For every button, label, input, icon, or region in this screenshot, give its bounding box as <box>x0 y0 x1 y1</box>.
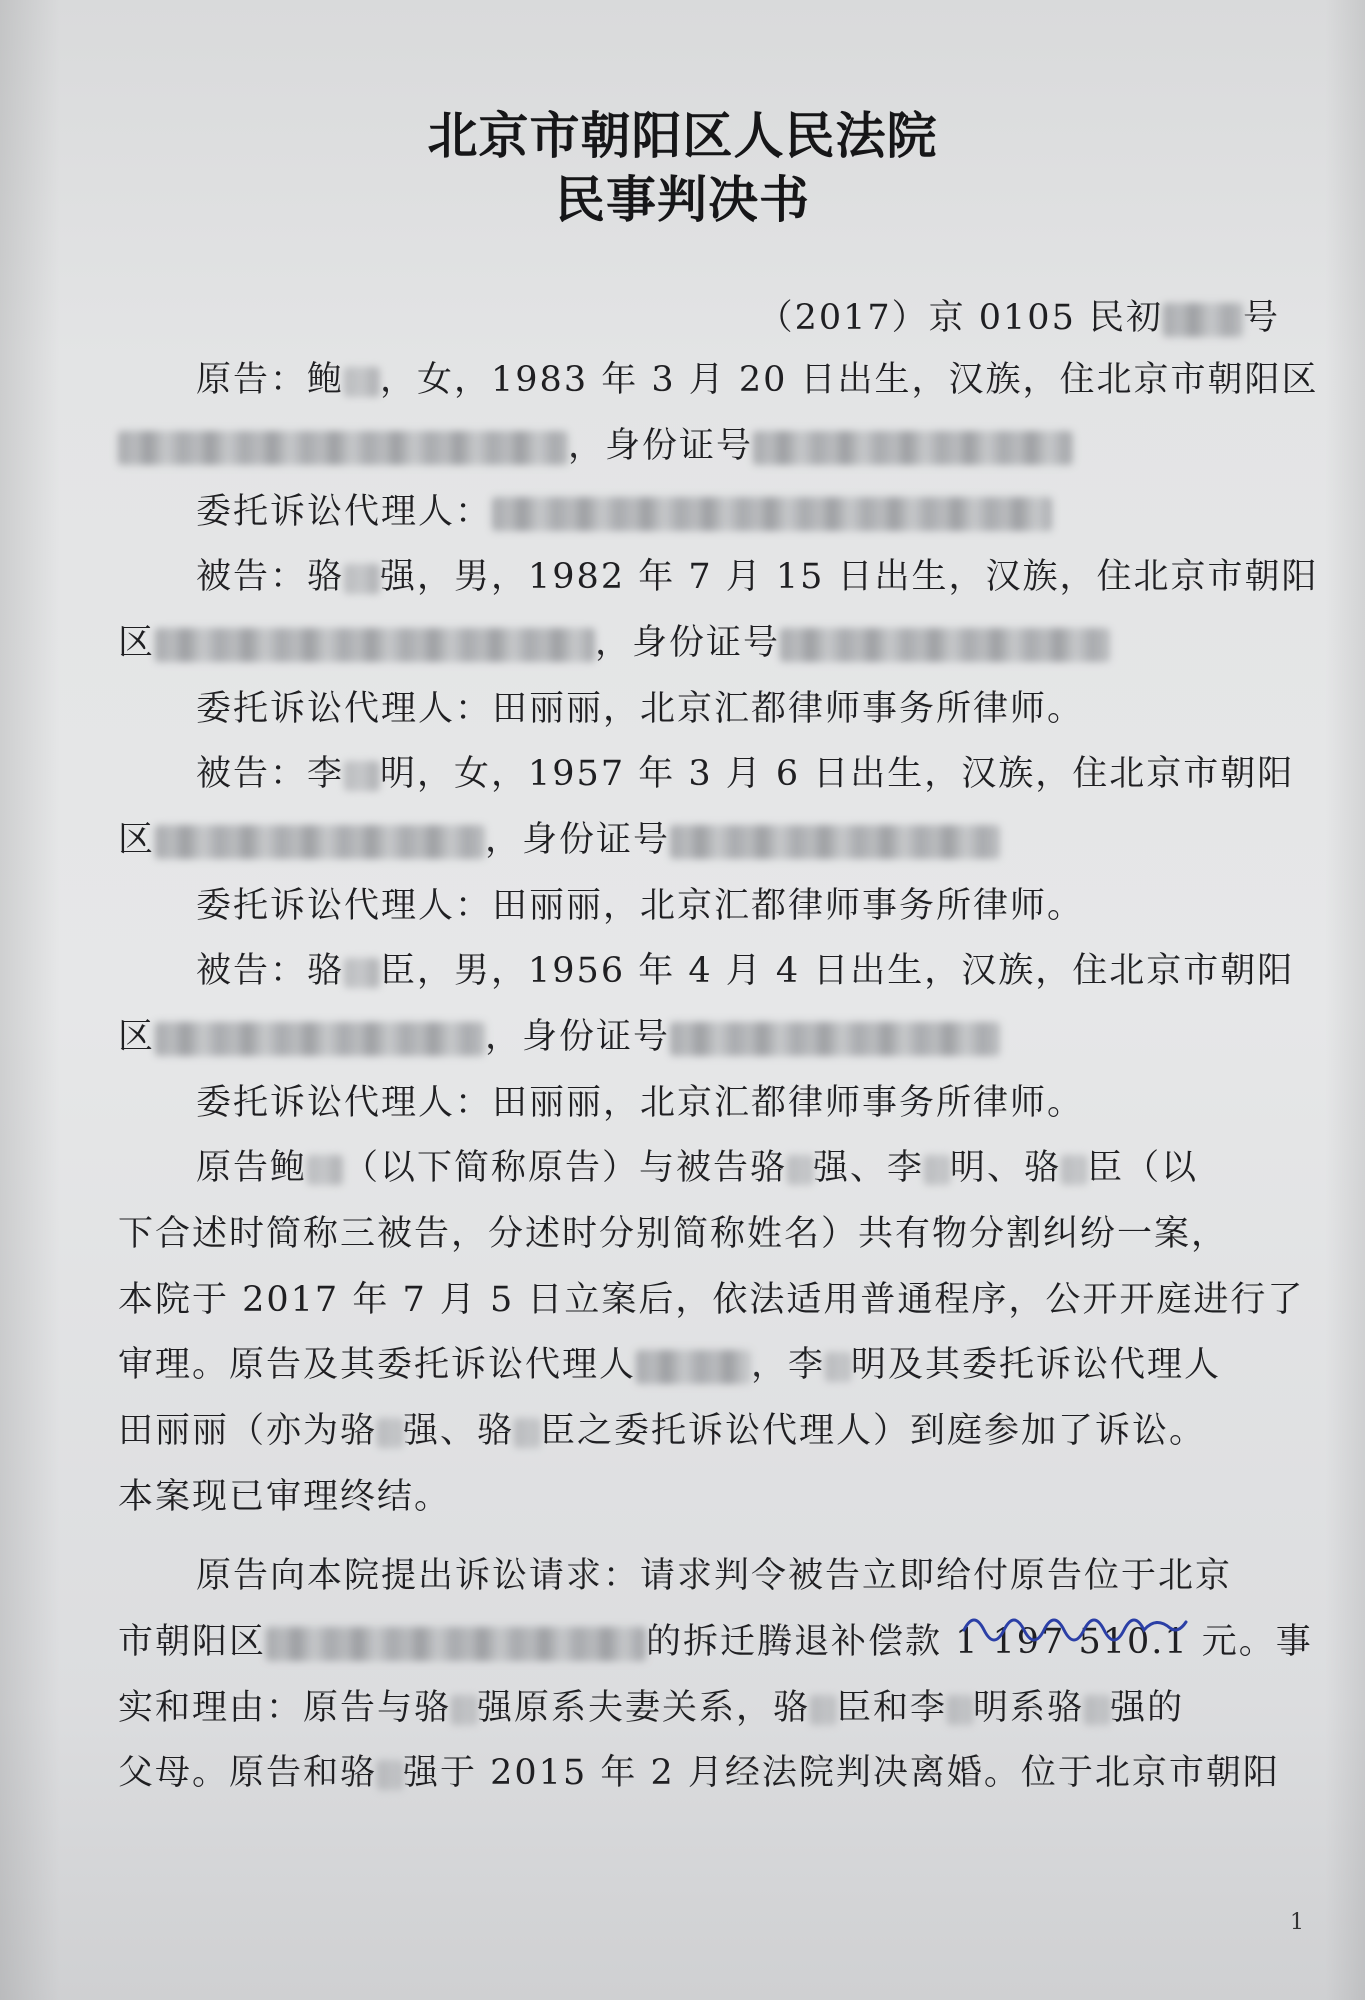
text-segment: 明系骆 <box>973 1688 1085 1728</box>
body-line <box>118 1278 1308 1322</box>
text-segment: 原告：鲍 <box>196 360 345 400</box>
redaction <box>344 958 380 988</box>
case-number-prefix: （2017）京 0105 民初 <box>757 298 1163 338</box>
text-segment: 明，女，1957 年 3 月 6 日出生，汉族，住北京市朝阳 <box>380 754 1295 794</box>
text-segment: 明及其委托诉讼代理人 <box>851 1345 1222 1385</box>
text-segment: 强原系夫妻关系，骆 <box>477 1688 811 1728</box>
case-number-suffix: 号 <box>1242 298 1280 338</box>
redaction <box>155 1022 485 1056</box>
body-line <box>118 1475 1308 1519</box>
redaction <box>451 1695 477 1725</box>
text-segment: 审理。原告及其委托诉讼代理人 <box>118 1345 637 1385</box>
text-segment: 的拆迁腾退补偿款 1 197 510.1 元。事 <box>646 1622 1313 1662</box>
redaction <box>344 367 380 397</box>
body-line <box>196 490 1365 534</box>
text-segment: 市朝阳区 <box>118 1622 267 1662</box>
redaction <box>492 497 1052 531</box>
redaction <box>266 1627 646 1661</box>
body-line <box>118 1409 1308 1453</box>
text-segment: 田丽丽（亦为骆 <box>118 1411 378 1451</box>
text-segment: 臣，男，1956 年 4 月 4 日出生，汉族，住北京市朝阳 <box>380 951 1295 991</box>
redaction <box>947 1695 973 1725</box>
redaction <box>780 628 1110 662</box>
body-line <box>118 1015 1308 1059</box>
body-line <box>196 884 1365 928</box>
text-segment: 委托诉讼代理人：田丽丽，北京汇都律师事务所律师。 <box>196 1083 1085 1123</box>
redaction <box>810 1695 836 1725</box>
text-segment: 委托诉讼代理人：田丽丽，北京汇都律师事务所律师。 <box>196 886 1085 926</box>
page-edge-shadow <box>0 0 60 2000</box>
redaction <box>1061 1155 1087 1185</box>
redaction <box>514 1418 540 1448</box>
text-segment: 被告：骆 <box>196 951 345 991</box>
text-segment: 臣之委托诉讼代理人）到庭参加了诉讼。 <box>540 1411 1207 1451</box>
redaction <box>670 1022 1000 1056</box>
text-segment: 区 <box>118 1017 156 1057</box>
text-segment: 强，男，1982 年 7 月 15 日出生，汉族，住北京市朝阳 <box>380 557 1319 597</box>
text-segment: ，身份证号 <box>595 623 781 663</box>
body-line <box>196 358 1365 402</box>
redaction <box>753 431 1073 465</box>
redaction <box>377 1760 403 1790</box>
redaction <box>377 1418 403 1448</box>
text-segment: 实和理由：原告与骆 <box>118 1688 452 1728</box>
body-line <box>196 1554 1365 1598</box>
body-line <box>118 1212 1308 1256</box>
text-segment: ，身份证号 <box>568 426 754 466</box>
redaction <box>155 628 595 662</box>
body-line <box>118 1686 1308 1730</box>
body-line <box>196 949 1365 993</box>
text-segment: 原告鲍 <box>196 1148 308 1188</box>
text-segment: 臣（以 <box>1087 1148 1199 1188</box>
court-name: 北京市朝阳区人民法院 <box>427 107 938 165</box>
text-segment: 臣和李 <box>836 1688 948 1728</box>
body-line <box>196 687 1365 731</box>
body-line <box>118 1751 1308 1795</box>
text-segment: 区 <box>118 623 156 663</box>
text-segment: 下合述时简称三被告，分述时分别简称姓名）共有物分割纠纷一案， <box>118 1214 1229 1254</box>
redaction <box>1163 303 1243 337</box>
text-segment: 强、骆 <box>403 1411 515 1451</box>
body-line <box>118 818 1308 862</box>
text-segment: ，身份证号 <box>485 1017 671 1057</box>
redaction <box>344 761 380 791</box>
page-number: 1 <box>1290 1910 1304 1935</box>
body-line <box>196 1081 1365 1125</box>
body-line <box>118 424 1308 468</box>
redaction <box>787 1155 813 1185</box>
body-line <box>196 1146 1365 1190</box>
text-segment: 被告：骆 <box>196 557 345 597</box>
text-segment: 被告：李 <box>196 754 345 794</box>
page-edge-shadow-right <box>1325 0 1365 2000</box>
body-line <box>196 752 1365 796</box>
text-segment: 本案现已审理终结。 <box>118 1477 452 1517</box>
case-number <box>700 296 1280 340</box>
redaction <box>924 1155 950 1185</box>
redaction <box>636 1350 751 1384</box>
text-segment: 原告向本院提出诉讼请求：请求判令被告立即给付原告位于北京 <box>196 1556 1233 1596</box>
text-segment: 区 <box>118 820 156 860</box>
redaction <box>307 1155 343 1185</box>
text-segment: ，李 <box>751 1345 826 1385</box>
text-segment: 父母。原告和骆 <box>118 1753 378 1793</box>
document-type: 民事判决书 <box>555 171 810 229</box>
text-segment: 委托诉讼代理人： <box>196 492 493 532</box>
text-segment: （以下简称原告）与被告骆 <box>343 1148 788 1188</box>
text-segment: 明、骆 <box>950 1148 1062 1188</box>
redaction <box>344 564 380 594</box>
redaction <box>118 431 568 465</box>
text-segment: ，身份证号 <box>485 820 671 860</box>
text-segment: ，女，1983 年 3 月 20 日出生，汉族，住北京市朝阳区 <box>380 360 1319 400</box>
body-line <box>196 555 1365 599</box>
text-segment: 委托诉讼代理人：田丽丽，北京汇都律师事务所律师。 <box>196 689 1085 729</box>
redaction <box>1084 1695 1110 1725</box>
text-segment: 本院于 2017 年 7 月 5 日立案后，依法适用普通程序，公开开庭进行了 <box>118 1280 1305 1320</box>
redaction <box>825 1352 851 1382</box>
redaction <box>155 825 485 859</box>
handwritten-squiggle <box>960 1606 1190 1646</box>
body-line <box>118 1343 1308 1387</box>
body-line <box>118 621 1308 665</box>
redaction <box>670 825 1000 859</box>
text-segment: 强、李 <box>813 1148 925 1188</box>
text-segment: 强的 <box>1110 1688 1185 1728</box>
text-segment: 强于 2015 年 2 月经法院判决离婚。位于北京市朝阳 <box>403 1753 1280 1793</box>
